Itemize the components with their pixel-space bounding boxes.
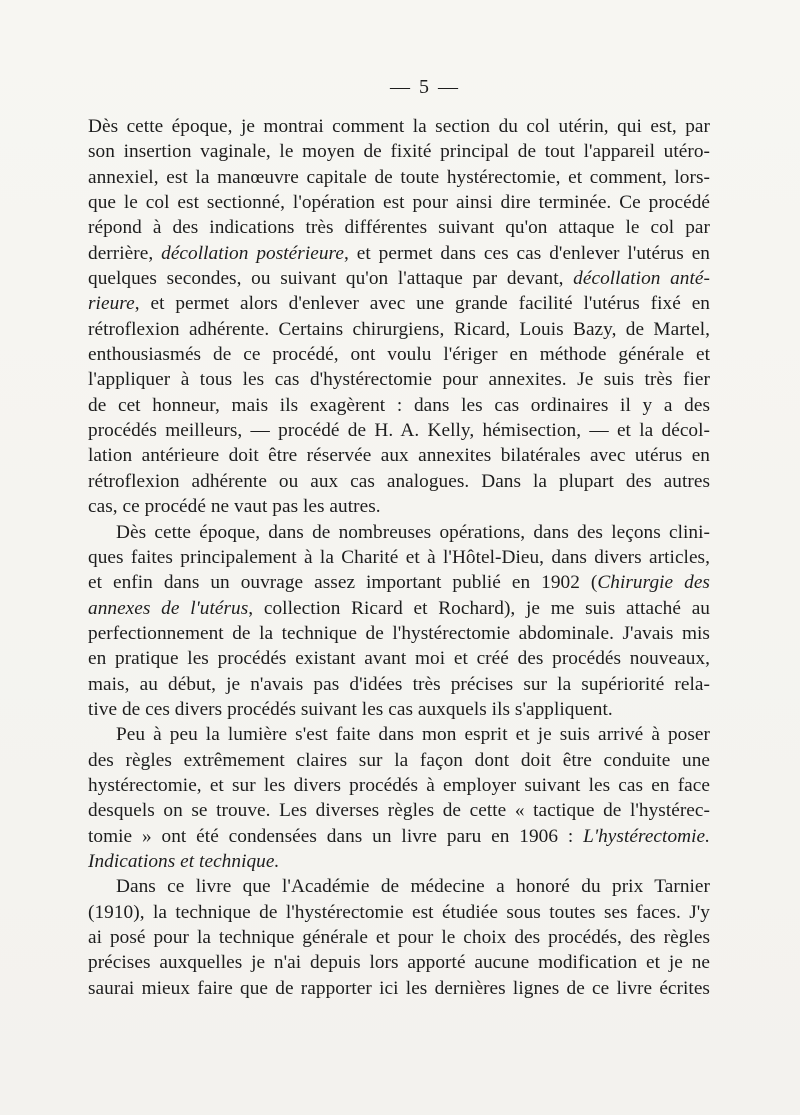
body-text xyxy=(88,114,710,1001)
text-line: (1910), la technique de l'hystérectomie est étudiée sous toutes ses faces. J'y xyxy=(88,901,710,923)
paragraph-1 xyxy=(88,114,710,520)
text-line: ai posé pour la technique générale et pour le choix des procédés, des règles xyxy=(88,927,710,948)
text-line: perfectionnement de la technique de l'hystérectomie abdominale. J'avais mis xyxy=(88,622,710,644)
text-line: Indications et technique. xyxy=(88,850,280,872)
text-line: ques faites principalement à la Charité et à l'Hôtel-Dieu, dans divers articles, xyxy=(88,546,710,568)
text-line: rieure, et permet alors d'enlever avec une grande facilité l'utérus fixé en xyxy=(88,293,710,315)
text-line: l'appliquer à tous les cas d'hystérectomie pour annexites. Je suis très fier xyxy=(88,369,710,391)
paragraph-2 xyxy=(88,520,710,723)
text-line: son insertion vaginale, le moyen de fixité principal de tout l'appareil utéro- xyxy=(88,141,710,163)
page-number: — 5 — xyxy=(390,76,460,98)
text-line: desquels on se trouve. Les diverses règles de cette « tactique de l'hystérec- xyxy=(88,800,710,822)
text-line: annexes de l'utérus, collection Ricard et Rochard), je me suis attaché au xyxy=(88,597,710,619)
text-line: tomie » ont été condensées dans un livre paru en 1906 : L'hystérectomie. xyxy=(88,825,710,847)
text-line: des règles extrêmement claires sur la façon dont doit être conduite une xyxy=(88,749,710,771)
text-line: répond à des indications très différentes suivant qu'on attaque le col par xyxy=(88,217,710,239)
text-line: lation antérieure doit être réservée aux annexites bilatérales avec utérus en xyxy=(88,445,710,467)
text-line: que le col est sectionné, l'opération est pour ainsi dire terminée. Ce procédé xyxy=(88,192,710,214)
text-line: cas, ce procédé ne vaut pas les autres. xyxy=(88,496,381,518)
text-line: de cet honneur, mais ils exagèrent : dans les cas ordinaires il y a des xyxy=(88,394,710,416)
text-line: précises auxquelles je n'ai depuis lors apporté aucune modification et je ne xyxy=(88,952,710,974)
text-line: Dès cette époque, je montrai comment la section du col utérin, qui est, par xyxy=(88,116,710,137)
text-line: derrière, décollation postérieure, et permet dans ces cas d'enlever l'utérus en xyxy=(88,242,710,264)
text-line: enthousiasmés de ce procédé, ont voulu l'ériger en méthode générale et xyxy=(88,344,710,366)
text-line: rétroflexion adhérente. Certains chirurgiens, Ricard, Louis Bazy, de Martel, xyxy=(88,318,710,340)
text-line: rétroflexion adhérente ou aux cas analogues. Dans la plupart des autres xyxy=(88,470,710,492)
paragraph-4 xyxy=(88,874,710,1001)
text-line: Dans ce livre que l'Académie de médecine a honoré du prix Tarnier xyxy=(116,876,710,898)
text-line: tive de ces divers procédés suivant les cas auxquels ils s'appliquent. xyxy=(88,698,613,720)
text-line: et enfin dans un ouvrage assez important publié en 1902 (Chirurgie des xyxy=(88,572,710,594)
text-line: en pratique les procédés existant avant moi et créé des procédés nouveaux, xyxy=(88,648,710,670)
text-line: Dès cette époque, dans de nombreuses opérations, dans des leçons clini- xyxy=(116,521,710,543)
text-line: Peu à peu la lumière s'est faite dans mon esprit et je suis arrivé à poser xyxy=(116,724,710,746)
text-line: quelques secondes, ou suivant qu'on l'attaque par devant, décollation anté- xyxy=(88,268,710,290)
text-line: procédés meilleurs, — procédé de H. A. Kelly, hémisection, — et la décol- xyxy=(88,420,710,442)
text-line: mais, au début, je n'avais pas d'idées très précises sur la supériorité rela- xyxy=(88,673,710,695)
paragraph-3 xyxy=(88,722,710,874)
text-line: saurai mieux faire que de rapporter ici les dernières lignes de ce livre écrites xyxy=(88,977,710,999)
text-line: hystérectomie, et sur les divers procédés à employer suivant les cas en face xyxy=(88,774,710,796)
text-line: annexiel, est la manœuvre capitale de toute hystérectomie, et comment, lors- xyxy=(88,166,710,188)
